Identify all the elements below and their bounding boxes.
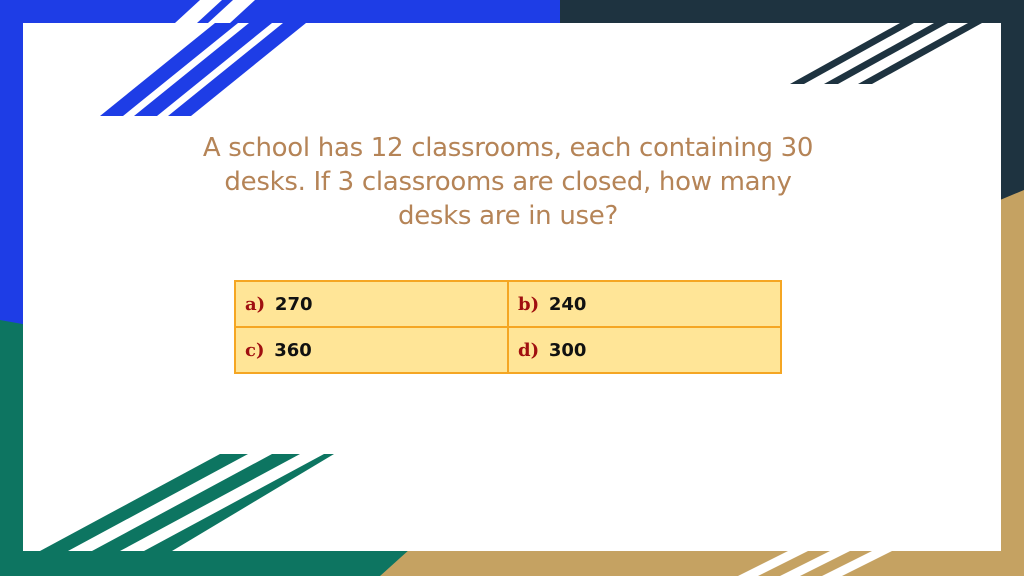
table-row xyxy=(235,281,781,327)
option-value: 240 xyxy=(548,293,587,315)
option-b[interactable] xyxy=(508,281,781,327)
option-value: 360 xyxy=(274,339,312,361)
option-d[interactable] xyxy=(508,327,781,373)
option-letter: a) xyxy=(245,293,266,315)
table-row xyxy=(235,327,781,373)
option-letter: c) xyxy=(245,339,265,361)
option-value: 300 xyxy=(548,339,587,361)
option-a[interactable] xyxy=(235,281,508,327)
option-letter: b) xyxy=(518,293,540,315)
option-letter: d) xyxy=(518,339,540,361)
option-value: 270 xyxy=(274,293,313,315)
question-text: A school has 12 classrooms, each containing 30 desks. If 3 classrooms are closed, how many desks are in use? xyxy=(202,133,814,231)
answer-options-table xyxy=(234,280,782,374)
option-c[interactable] xyxy=(235,327,508,373)
